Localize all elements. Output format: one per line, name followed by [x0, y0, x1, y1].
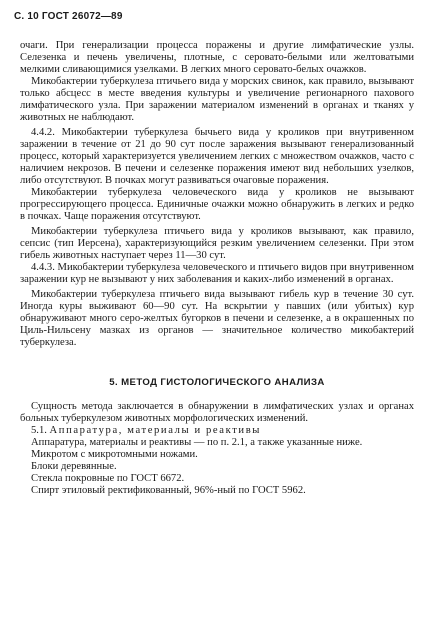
document-body — [20, 40, 414, 497]
paragraph-guinea-pigs-avian: Микобактерии туберкулеза птичьего вида у морских свинок, как правило, вызывают только абсцесс в месте введения культуры и увеличение регионарного пахового лимфатического узла. При заражении материалом изменений в органах и тканях у животных не наблюдают. — [20, 76, 414, 123]
subsection-title: Аппаратура, материалы и реактивы — [49, 425, 262, 436]
section-intro: Сущность метода заключается в обнаружении в лимфатических узлах и органах больных туберкулезом животных морфологических изменений. — [20, 401, 414, 424]
subsection-heading — [20, 425, 414, 437]
equipment-item-microtome: Микротом с микротомными ножами. — [31, 449, 198, 460]
equipment-item-cover-glass: Стекла покровные по ГОСТ 6672. — [31, 473, 185, 484]
equipment-item-blocks: Блоки деревянные. — [31, 461, 117, 472]
equipment-intro: Аппаратура, материалы и реактивы — по п. 2.1, а также указанные ниже. — [31, 437, 363, 448]
section-heading: 5. МЕТОД ГИСТОЛОГИЧЕСКОГО АНАЛИЗА — [109, 377, 325, 388]
paragraph-continuation: очаги. При генерализации процесса поражены и другие лимфатические узлы. Селезенка и печень увеличены, плотные, с серовато-белыми или желтоватыми мелкими сливающимися узелками. В легких много серовато-белых очажков. — [20, 40, 414, 75]
subsection-number: 5.1. — [31, 425, 47, 436]
paragraph-rabbits-human: Микобактерии туберкулеза человеческого вида у кроликов не вызывают прогрессирующего процесса. Единичные очажки можно обнаружить в легких и редко в почках. Чаще поражения отсутствуют. — [20, 187, 414, 222]
equipment-item-ethanol: Спирт этиловый ректификованный, 96%-ный по ГОСТ 5962. — [31, 485, 306, 496]
paragraph-chickens-avian: Микобактерии туберкулеза птичьего вида вызывают гибель кур в течение 30 сут. Иногда куры выживают 60—90 сут. На вскрытии у павших (или убитых) кур обнаруживают много серо-желтых бугорков в печени и селезенке, а в окрашенных по Циль-Нильсену мазках из органов — значительное количество микобактерий туберкулеза. — [20, 289, 414, 348]
paragraph-4-4-3: 4.4.3. Микобактерии туберкулеза человеческого и птичьего видов при внутривенном заражении кур не вызывают у них заболевания и каких-либо изменений в органах. — [20, 262, 414, 285]
page-header: С. 10 ГОСТ 26072—89 — [14, 11, 123, 22]
paragraph-rabbits-avian: Микобактерии туберкулеза птичьего вида у кроликов вызывают, как правило, сепсис (тип Иерсена), характеризующийся резким увеличением селезенки. При этом гибель животных наступает через 11—30 сут. — [20, 226, 414, 261]
paragraph-4-4-2: 4.4.2. Микобактерии туберкулеза бычьего вида у кроликов при внутривенном заражении в течение от 21 до 90 сут после заражения вызывают генерализованный процесс, который характеризуется увеличением легких с множеством очажков, часто с наличием некрозов. В печени и селезенке поражения имеют вид небольших узелков, либо отсутствуют. В почках могут развиваться очаговые поражения. — [20, 127, 414, 186]
